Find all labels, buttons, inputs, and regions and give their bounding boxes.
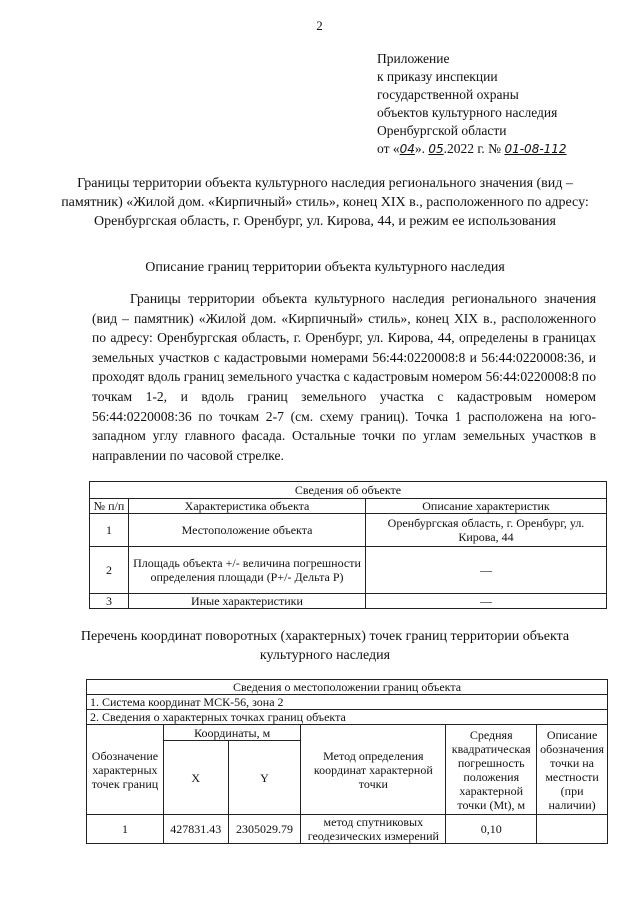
document-title: Границы территории объекта культурного наследия регионального значения (вид – памятник) «Жилой дом. «Кирпичный» стиль», конец XIX в., расположенного по адресу: Оренбургская область, г. Оренбург, ул. Кирова, 44, и режим ее использования: [61, 176, 589, 229]
date-mid: ».: [414, 141, 426, 156]
date-prefix: от «: [377, 141, 400, 156]
table-cell: Иные характеристики: [129, 594, 366, 609]
date-month: 05: [428, 142, 444, 156]
table-row: [90, 514, 607, 547]
column-header: № п/п: [90, 499, 129, 514]
table-cell: Местоположение объекта: [129, 514, 366, 547]
coordinates-list-title: Перечень координат поворотных (характерных) точек границ территории объекта культурного наследия: [80, 629, 570, 663]
coordinate-system: 1. Система координат МСК-56, зона 2: [87, 695, 608, 710]
appendix-line: Приложение: [377, 51, 450, 66]
appendix-line: к приказу инспекции: [377, 69, 498, 84]
table-cell: метод спутниковых геодезических измерений: [301, 815, 446, 844]
table-row: [87, 815, 608, 844]
column-header: Обозначение характерных точек границ: [87, 725, 164, 815]
date-day: 04: [399, 142, 415, 156]
column-header: Характеристика объекта: [129, 499, 366, 514]
table-row: [90, 594, 607, 609]
table-cell: [537, 815, 608, 844]
column-header: Описание обозначения точки на местности (при наличии): [537, 725, 608, 815]
table-cell: 1: [87, 815, 164, 844]
table-row: [90, 547, 607, 594]
column-header: Описание характеристик: [366, 499, 607, 514]
page-number: 2: [316, 18, 323, 33]
table-cell: —: [366, 594, 607, 609]
table-caption: Сведения об объекте: [90, 482, 607, 499]
section-title: Описание границ территории объекта культурного наследия: [145, 260, 505, 275]
points-info: 2. Сведения о характерных точках границ объекта: [87, 710, 608, 725]
column-header: Y: [228, 741, 301, 815]
appendix-line: Оренбургской области: [377, 123, 507, 138]
table-cell: 2: [90, 547, 129, 594]
table-cell: Оренбургская область, г. Оренбург, ул. Кирова, 44: [366, 514, 607, 547]
table-cell: 2305029.79: [228, 815, 301, 844]
boundary-description: Границы территории объекта культурного наследия регионального значения (вид – памятник) «Жилой дом. «Кирпичный» стиль», конец XIX в., расположенного по адресу: Оренбургская область, г. Оренбург, ул. Кирова, 44, определены в границах земельных участков с кадастровыми номерами 56:44:0220008:8 и 56:44:0220008:36, и проходят вдоль границ земельного участка с кадастровым номером 56:44:0220008:8 по точкам 1-2, и вдоль границ земельного участка с кадастровым номером 56:44:0220008:36 по точкам 2-7 (см. схему границ). Точка 1 расположена на юго-западном углу главного фасада. Остальные точки по углам земельных участков в направлении по часовой стрелке.: [92, 291, 596, 463]
table-cell: —: [366, 547, 607, 594]
table-cell: 427831.43: [163, 815, 228, 844]
appendix-line: объектов культурного наследия: [377, 105, 558, 120]
date-year: .2022 г. №: [443, 141, 502, 156]
column-header: Координаты, м: [163, 725, 301, 741]
table-cell: 1: [90, 514, 129, 547]
appendix-line: государственной охраны: [377, 87, 519, 102]
table-cell: 3: [90, 594, 129, 609]
appendix-block: [377, 50, 567, 158]
table-cell: Площадь объекта +/- величина погрешности определения площади (Р+/- Дельта Р): [129, 547, 366, 594]
order-number: 01-08-112: [504, 142, 567, 156]
column-header: Метод определения координат характерной точки: [301, 725, 446, 815]
appendix-date-line: [377, 140, 567, 158]
object-info-table: [89, 481, 607, 609]
column-header: X: [163, 741, 228, 815]
coordinates-table: [86, 679, 608, 844]
table-cell: 0,10: [446, 815, 537, 844]
table-caption: Сведения о местоположении границ объекта: [87, 680, 608, 695]
column-header: Средняя квадратическая погрешность положения характерной точки (Mt), м: [446, 725, 537, 815]
